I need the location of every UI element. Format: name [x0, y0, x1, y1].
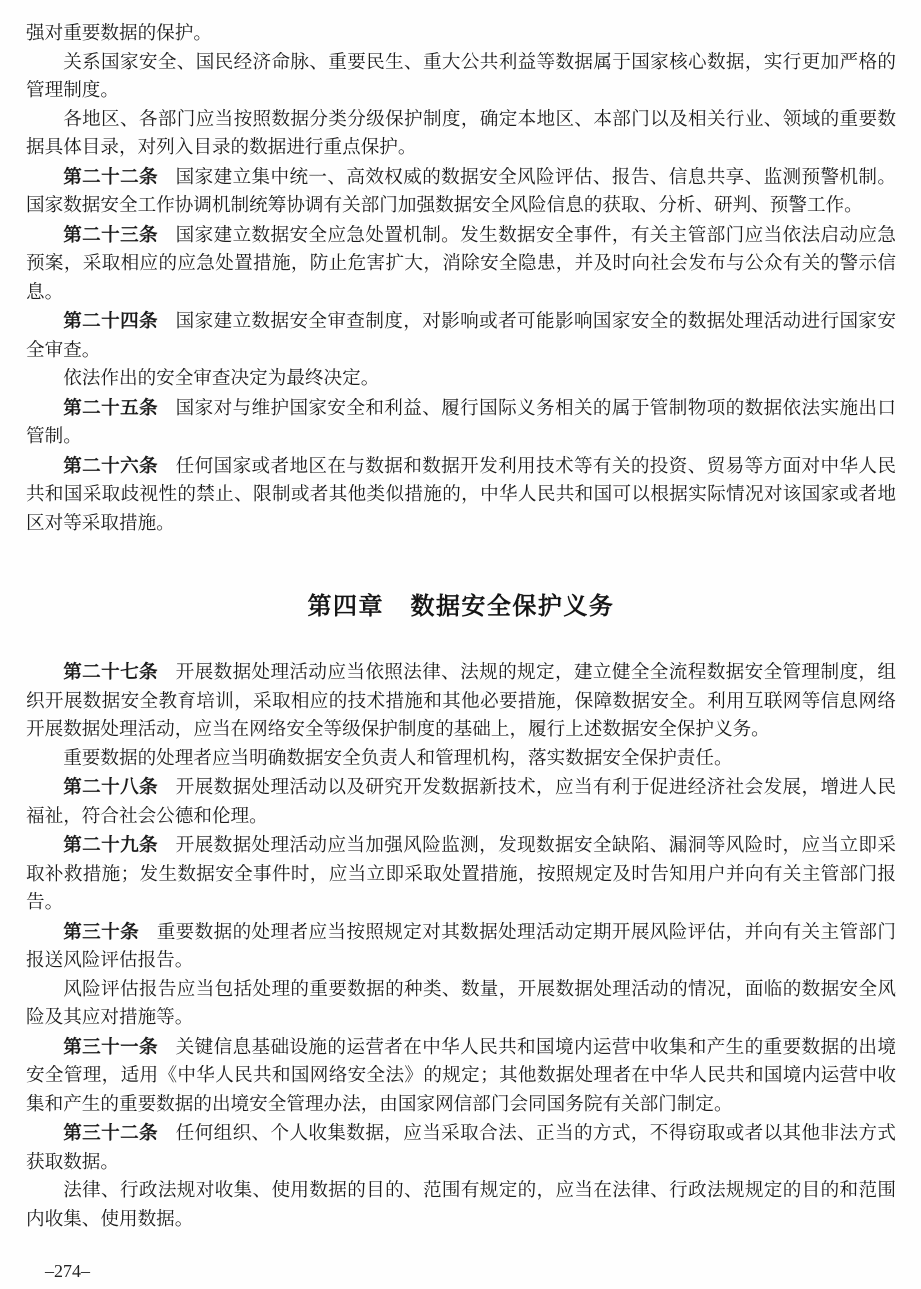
paragraph-risk-report: [26, 976, 896, 1033]
article-text: 重要数据的处理者应当按照规定对其数据处理活动定期开展风险评估，并向有关主管部门报送风险评估报告。: [26, 921, 896, 971]
article-number: 第三十一条: [63, 1035, 159, 1057]
article-text: 国家建立数据安全审查制度，对影响或者可能影响国家安全的数据处理活动进行国家安全审查。: [26, 311, 896, 361]
paragraph-catalog: [26, 106, 896, 163]
paragraph-article-30: [26, 918, 896, 976]
article-number: 第二十二条: [63, 165, 159, 187]
paragraph-article-24: [26, 307, 896, 365]
article-number: 第二十九条: [63, 834, 159, 855]
article-text: 开展数据处理活动应当加强风险监测，发现数据安全缺陷、漏洞等风险时，应当立即采取补救措施；发生数据安全事件时，应当立即采取处置措施，按照规定及时告知用户并向有关主管部门报告。: [26, 835, 896, 913]
paragraph-review-decision: [26, 365, 896, 394]
paragraph-important-data-duty: [26, 745, 896, 774]
article-text: 开展数据处理活动以及研究开发数据新技术，应当有利于促进经济社会发展，增进人民福祉，符合社会公德和伦理。: [26, 777, 896, 827]
paragraph-text: 各地区、各部门应当按照数据分类分级保护制度，确定本地区、本部门以及相关行业、领域的重要数据具体目录，对列入目录的数据进行重点保护。: [26, 108, 896, 158]
page-body: [26, 20, 896, 1234]
article-number: 第二十五条: [63, 396, 159, 418]
paragraph-article-29: [26, 831, 896, 918]
article-text: 开展数据处理活动应当依照法律、法规的规定，建立健全全流程数据安全管理制度，组织开展数据安全教育培训，采取相应的技术措施和其他必要措施，保障数据安全。利用互联网等信息网络开展数据处理活动，应当在网络安全等级保护制度的基础上，履行上述数据安全保护义务。: [26, 662, 896, 740]
paragraph-article-27: [26, 658, 896, 745]
article-text: 国家对与维护国家安全和利益、履行国际义务相关的属于管制物项的数据依法实施出口管制。: [26, 397, 896, 447]
article-number: 第三十条: [63, 920, 140, 942]
paragraph-text: 关系国家安全、国民经济命脉、重要民生、重大公共利益等数据属于国家核心数据，实行更加严格的管理制度。: [26, 51, 896, 101]
article-text: 任何国家或者地区在与数据和数据开发利用技术等有关的投资、贸易等方面对中华人民共和国采取歧视性的禁止、限制或者其他类似措施的，中华人民共和国可以根据实际情况对该国家或者地区对等采取措施。: [26, 455, 896, 534]
article-number: 第二十三条: [63, 223, 159, 245]
article-text: 国家建立数据安全应急处置机制。发生数据安全事件，有关主管部门应当依法启动应急预案，采取相应的应急处置措施，防止危害扩大，消除安全隐患，并及时向社会发布与公众有关的警示信息。: [26, 224, 896, 303]
article-number: 第二十八条: [63, 776, 159, 797]
article-number: 第二十六条: [63, 454, 159, 476]
chapter-heading: [26, 592, 896, 622]
paragraph-article-22: [26, 163, 896, 221]
paragraph-article-28: [26, 773, 896, 831]
paragraph-text: 风险评估报告应当包括处理的重要数据的种类、数量，开展数据处理活动的情况，面临的数据安全风险及其应对措施等。: [26, 978, 896, 1028]
paragraph-continuation: [26, 20, 896, 49]
paragraph-article-32: [26, 1119, 896, 1177]
paragraph-article-31: [26, 1033, 896, 1120]
article-text: 国家建立集中统一、高效权威的数据安全风险评估、报告、信息共享、监测预警机制。国家数据安全工作协调机制统筹协调有关部门加强数据安全风险信息的获取、分析、研判、预警工作。: [26, 166, 896, 216]
article-number: 第三十二条: [63, 1122, 159, 1143]
paragraph-core-data: [26, 49, 896, 106]
paragraph-law-scope: [26, 1177, 896, 1234]
paragraph-text: 重要数据的处理者应当明确数据安全负责人和管理机构，落实数据安全保护责任。: [63, 747, 733, 769]
page-number: –274–: [45, 1261, 90, 1281]
paragraph-text: 强对重要数据的保护。: [26, 23, 212, 44]
article-number: 第二十四条: [63, 310, 159, 331]
paragraph-article-23: [26, 221, 896, 308]
paragraph-text: 依法作出的安全审查决定为最终决定。: [63, 368, 380, 389]
paragraph-article-26: [26, 452, 896, 539]
article-number: 第二十七条: [63, 661, 159, 682]
paragraph-text: 法律、行政法规对收集、使用数据的目的、范围有规定的，应当在法律、行政法规规定的目的和范围内收集、使用数据。: [26, 1180, 896, 1230]
article-text: 任何组织、个人收集数据，应当采取合法、正当的方式，不得窃取或者以其他非法方式获取数据。: [26, 1123, 896, 1173]
chapter-title: 数据安全保护义务: [410, 593, 615, 620]
paragraph-article-25: [26, 394, 896, 452]
article-text: 关键信息基础设施的运营者在中华人民共和国境内运营中收集和产生的重要数据的出境安全管理，适用《中华人民共和国网络安全法》的规定；其他数据处理者在中华人民共和国境内运营中收集和产生的重要数据的出境安全管理办法，由国家网信部门会同国务院有关部门制定。: [26, 1036, 896, 1115]
chapter-number: 第四章: [307, 593, 385, 620]
